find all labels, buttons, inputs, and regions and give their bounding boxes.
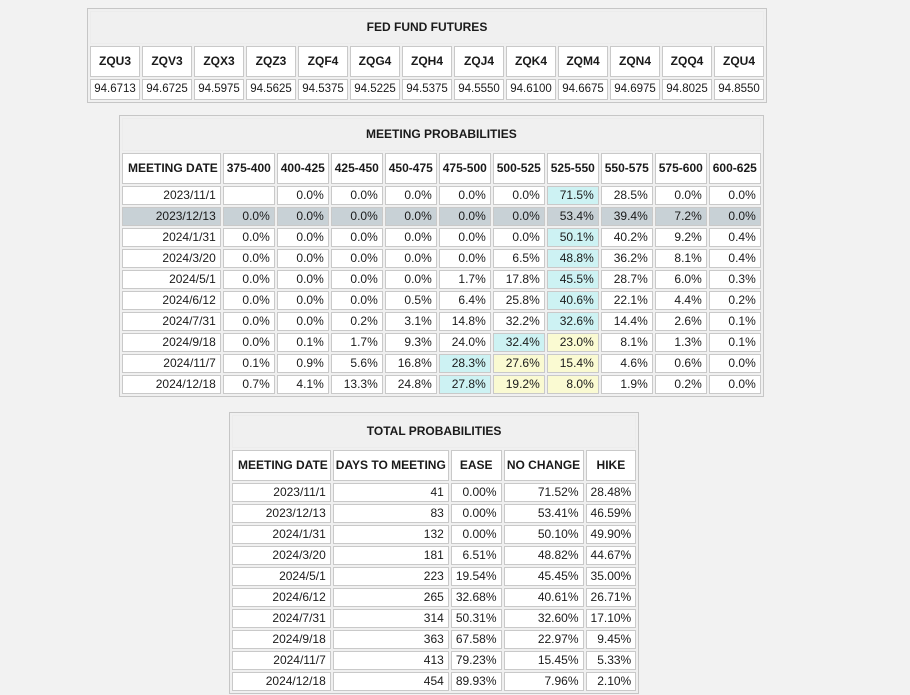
probability-cell: 0.0% — [385, 270, 437, 289]
probability-cell: 17.8% — [493, 270, 545, 289]
column-header-no-change: NO CHANGE — [504, 450, 584, 481]
no-change-cell: 15.45% — [504, 651, 584, 670]
probability-cell: 36.2% — [601, 249, 653, 268]
total-probabilities-title: TOTAL PROBABILITIES — [232, 415, 636, 448]
probability-cell: 14.4% — [601, 312, 653, 331]
column-header-hike: HIKE — [586, 450, 637, 481]
total-probability-row — [232, 651, 636, 670]
meeting-date-cell: 2024/6/12 — [122, 291, 221, 310]
ease-cell: 19.54% — [451, 567, 502, 586]
ease-cell: 6.51% — [451, 546, 502, 565]
probability-cell: 0.0% — [223, 291, 275, 310]
probability-cell: 0.4% — [709, 228, 761, 247]
probability-cell: 0.2% — [331, 312, 383, 331]
probability-cell: 0.1% — [709, 312, 761, 331]
meeting-date-cell: 2024/9/18 — [122, 333, 221, 352]
probability-cell: 50.1% — [547, 228, 599, 247]
contract-symbol: ZQG4 — [350, 46, 400, 77]
probability-cell: 0.1% — [277, 333, 329, 352]
probability-cell: 2.6% — [655, 312, 707, 331]
contract-price: 94.6725 — [142, 79, 192, 100]
column-header-ease: EASE — [451, 450, 502, 481]
probability-cell: 40.6% — [547, 291, 599, 310]
contract-symbol: ZQH4 — [402, 46, 452, 77]
column-header-rate-range: 575-600 — [655, 153, 707, 184]
probability-cell: 27.8% — [439, 375, 491, 394]
hike-cell: 46.59% — [586, 504, 637, 523]
contract-price: 94.5975 — [194, 79, 244, 100]
probability-cell: 1.7% — [331, 333, 383, 352]
meeting-date-cell: 2024/1/31 — [232, 525, 331, 544]
contract-symbol: ZQN4 — [610, 46, 660, 77]
probability-cell: 19.2% — [493, 375, 545, 394]
probability-cell: 6.5% — [493, 249, 545, 268]
probability-cell: 32.4% — [493, 333, 545, 352]
total-probability-row — [232, 546, 636, 565]
probability-cell: 27.6% — [493, 354, 545, 373]
contract-symbols-row — [90, 46, 764, 77]
probability-cell: 22.1% — [601, 291, 653, 310]
column-header-rate-range: 475-500 — [439, 153, 491, 184]
probability-cell: 1.9% — [601, 375, 653, 394]
days-to-meeting-cell: 314 — [333, 609, 449, 628]
probability-cell: 4.4% — [655, 291, 707, 310]
total-probabilities-title-row — [232, 415, 636, 448]
probability-cell: 0.6% — [655, 354, 707, 373]
probability-cell: 0.0% — [439, 228, 491, 247]
meeting-date-cell: 2024/3/20 — [232, 546, 331, 565]
meeting-date-cell: 2023/12/13 — [232, 504, 331, 523]
probability-cell: 0.2% — [709, 291, 761, 310]
meeting-probabilities-table — [119, 115, 764, 397]
probability-cell: 0.0% — [709, 354, 761, 373]
contract-price: 94.6713 — [90, 79, 140, 100]
meeting-date-cell: 2024/7/31 — [122, 312, 221, 331]
no-change-cell: 50.10% — [504, 525, 584, 544]
probability-cell: 0.3% — [709, 270, 761, 289]
meeting-date-cell: 2023/11/1 — [232, 483, 331, 502]
probability-cell: 0.0% — [655, 186, 707, 205]
days-to-meeting-cell: 265 — [333, 588, 449, 607]
probability-cell: 0.9% — [277, 354, 329, 373]
column-header-rate-range: 550-575 — [601, 153, 653, 184]
ease-cell: 79.23% — [451, 651, 502, 670]
probability-cell: 0.0% — [331, 207, 383, 226]
probability-cell: 14.8% — [439, 312, 491, 331]
probability-cell: 6.0% — [655, 270, 707, 289]
meeting-probabilities-title: MEETING PROBABILITIES — [122, 118, 761, 151]
hike-cell: 2.10% — [586, 672, 637, 691]
probability-cell: 71.5% — [547, 186, 599, 205]
no-change-cell: 53.41% — [504, 504, 584, 523]
hike-cell: 17.10% — [586, 609, 637, 628]
ease-cell: 0.00% — [451, 483, 502, 502]
contract-symbol: ZQZ3 — [246, 46, 296, 77]
probability-cell: 0.0% — [385, 228, 437, 247]
probability-cell: 24.8% — [385, 375, 437, 394]
column-header-rate-range: 525-550 — [547, 153, 599, 184]
probability-cell: 0.0% — [223, 333, 275, 352]
hike-cell: 49.90% — [586, 525, 637, 544]
no-change-cell: 48.82% — [504, 546, 584, 565]
meeting-date-cell: 2024/12/18 — [122, 375, 221, 394]
hike-cell: 44.67% — [586, 546, 637, 565]
probability-cell: 0.0% — [277, 228, 329, 247]
probability-cell: 16.8% — [385, 354, 437, 373]
probability-cell: 25.8% — [493, 291, 545, 310]
probability-cell: 0.0% — [223, 270, 275, 289]
probability-cell: 0.0% — [223, 207, 275, 226]
probability-cell: 0.0% — [277, 249, 329, 268]
hike-cell: 35.00% — [586, 567, 637, 586]
probability-cell: 8.0% — [547, 375, 599, 394]
probability-cell: 28.3% — [439, 354, 491, 373]
probability-cell: 40.2% — [601, 228, 653, 247]
probability-cell: 0.1% — [223, 354, 275, 373]
probability-cell — [223, 186, 275, 205]
meeting-probability-row[interactable] — [122, 186, 761, 205]
probability-cell: 0.0% — [385, 186, 437, 205]
days-to-meeting-cell: 181 — [333, 546, 449, 565]
contract-symbol: ZQV3 — [142, 46, 192, 77]
probability-cell: 0.0% — [331, 270, 383, 289]
meeting-probability-row[interactable] — [122, 228, 761, 247]
meeting-probability-row[interactable] — [122, 249, 761, 268]
probability-cell: 8.1% — [655, 249, 707, 268]
total-probability-row — [232, 672, 636, 691]
ease-cell: 32.68% — [451, 588, 502, 607]
no-change-cell: 32.60% — [504, 609, 584, 628]
probability-cell: 0.0% — [439, 207, 491, 226]
probability-cell: 0.0% — [277, 270, 329, 289]
probability-cell: 13.3% — [331, 375, 383, 394]
contract-price: 94.8550 — [714, 79, 764, 100]
probability-cell: 45.5% — [547, 270, 599, 289]
probability-cell: 3.1% — [385, 312, 437, 331]
meeting-date-cell: 2024/9/18 — [232, 630, 331, 649]
contract-price: 94.5375 — [402, 79, 452, 100]
total-probability-row — [232, 630, 636, 649]
probability-cell: 0.0% — [331, 186, 383, 205]
days-to-meeting-cell: 223 — [333, 567, 449, 586]
probability-cell: 0.0% — [223, 312, 275, 331]
column-header-meeting-date: MEETING DATE — [122, 153, 221, 184]
fed-fund-futures-title: FED FUND FUTURES — [90, 11, 764, 44]
probability-cell: 28.7% — [601, 270, 653, 289]
meeting-date-cell: 2024/12/18 — [232, 672, 331, 691]
probability-cell: 9.2% — [655, 228, 707, 247]
probability-cell: 4.6% — [601, 354, 653, 373]
total-probability-row — [232, 504, 636, 523]
meeting-date-cell: 2024/5/1 — [232, 567, 331, 586]
total-probabilities-table — [229, 412, 639, 694]
contract-price: 94.5375 — [298, 79, 348, 100]
contract-price: 94.5550 — [454, 79, 504, 100]
meeting-probability-row[interactable] — [122, 312, 761, 331]
probability-cell: 0.0% — [709, 375, 761, 394]
days-to-meeting-cell: 454 — [333, 672, 449, 691]
probability-cell: 9.3% — [385, 333, 437, 352]
probability-cell: 5.6% — [331, 354, 383, 373]
total-probability-row — [232, 609, 636, 628]
fed-fund-futures-title-row — [90, 11, 764, 44]
probability-cell: 24.0% — [439, 333, 491, 352]
no-change-cell: 71.52% — [504, 483, 584, 502]
meeting-probabilities-title-row — [122, 118, 761, 151]
contract-price: 94.6975 — [610, 79, 660, 100]
column-header-meeting-date: MEETING DATE — [232, 450, 331, 481]
contract-symbol: ZQM4 — [558, 46, 608, 77]
column-header-rate-range: 450-475 — [385, 153, 437, 184]
column-header-rate-range: 600-625 — [709, 153, 761, 184]
fed-fund-futures-table — [87, 8, 767, 103]
meeting-probabilities-header-row — [122, 153, 761, 184]
meeting-date-cell: 2024/7/31 — [232, 609, 331, 628]
probability-cell: 1.3% — [655, 333, 707, 352]
probability-cell: 0.0% — [493, 186, 545, 205]
ease-cell: 89.93% — [451, 672, 502, 691]
meeting-date-cell: 2024/11/7 — [122, 354, 221, 373]
probability-cell: 6.4% — [439, 291, 491, 310]
probability-cell: 0.0% — [385, 249, 437, 268]
column-header-days-to-meeting: DAYS TO MEETING — [333, 450, 449, 481]
ease-cell: 50.31% — [451, 609, 502, 628]
probability-cell: 0.7% — [223, 375, 275, 394]
meeting-probability-row[interactable] — [122, 291, 761, 310]
probability-cell: 0.0% — [331, 291, 383, 310]
hike-cell: 26.71% — [586, 588, 637, 607]
days-to-meeting-cell: 83 — [333, 504, 449, 523]
contract-symbol: ZQU4 — [714, 46, 764, 77]
probability-cell: 1.7% — [439, 270, 491, 289]
contract-symbol: ZQX3 — [194, 46, 244, 77]
meeting-probability-row[interactable] — [122, 375, 761, 394]
contract-price: 94.5625 — [246, 79, 296, 100]
days-to-meeting-cell: 413 — [333, 651, 449, 670]
column-header-rate-range: 425-450 — [331, 153, 383, 184]
total-probabilities-header-row — [232, 450, 636, 481]
contract-price: 94.8025 — [662, 79, 712, 100]
probability-cell: 32.6% — [547, 312, 599, 331]
contract-price: 94.6100 — [506, 79, 556, 100]
hike-cell: 28.48% — [586, 483, 637, 502]
no-change-cell: 7.96% — [504, 672, 584, 691]
meeting-date-cell: 2024/6/12 — [232, 588, 331, 607]
probability-cell: 0.0% — [223, 249, 275, 268]
probability-cell: 0.0% — [385, 207, 437, 226]
meeting-probability-row[interactable] — [122, 354, 761, 373]
meeting-date-cell: 2024/1/31 — [122, 228, 221, 247]
probability-cell: 0.0% — [277, 291, 329, 310]
probability-cell: 0.0% — [277, 186, 329, 205]
meeting-date-cell: 2023/12/13 — [122, 207, 221, 226]
no-change-cell: 45.45% — [504, 567, 584, 586]
no-change-cell: 22.97% — [504, 630, 584, 649]
probability-cell: 0.0% — [439, 186, 491, 205]
ease-cell: 67.58% — [451, 630, 502, 649]
contract-prices-row — [90, 79, 764, 100]
column-header-rate-range: 400-425 — [277, 153, 329, 184]
probability-cell: 0.0% — [331, 228, 383, 247]
probability-cell: 0.0% — [439, 249, 491, 268]
hike-cell: 9.45% — [586, 630, 637, 649]
probability-cell: 0.0% — [709, 207, 761, 226]
contract-symbol: ZQU3 — [90, 46, 140, 77]
probability-cell: 39.4% — [601, 207, 653, 226]
ease-cell: 0.00% — [451, 504, 502, 523]
probability-cell: 53.4% — [547, 207, 599, 226]
ease-cell: 0.00% — [451, 525, 502, 544]
days-to-meeting-cell: 41 — [333, 483, 449, 502]
probability-cell: 0.0% — [709, 186, 761, 205]
probability-cell: 0.0% — [277, 207, 329, 226]
meeting-probability-row[interactable] — [122, 270, 761, 289]
meeting-date-cell: 2024/5/1 — [122, 270, 221, 289]
days-to-meeting-cell: 132 — [333, 525, 449, 544]
probability-cell: 48.8% — [547, 249, 599, 268]
probability-cell: 0.0% — [277, 312, 329, 331]
meeting-date-cell: 2024/11/7 — [232, 651, 331, 670]
no-change-cell: 40.61% — [504, 588, 584, 607]
probability-cell: 0.4% — [709, 249, 761, 268]
probability-cell: 7.2% — [655, 207, 707, 226]
probability-cell: 0.5% — [385, 291, 437, 310]
contract-symbol: ZQK4 — [506, 46, 556, 77]
total-probability-row — [232, 588, 636, 607]
probability-cell: 0.2% — [655, 375, 707, 394]
probability-cell: 4.1% — [277, 375, 329, 394]
meeting-probability-row[interactable] — [122, 333, 761, 352]
contract-price: 94.5225 — [350, 79, 400, 100]
probability-cell: 23.0% — [547, 333, 599, 352]
probability-cell: 8.1% — [601, 333, 653, 352]
column-header-rate-range: 375-400 — [223, 153, 275, 184]
column-header-rate-range: 500-525 — [493, 153, 545, 184]
probability-cell: 15.4% — [547, 354, 599, 373]
probability-cell: 0.0% — [331, 249, 383, 268]
days-to-meeting-cell: 363 — [333, 630, 449, 649]
probability-cell: 0.1% — [709, 333, 761, 352]
meeting-probability-row[interactable] — [122, 207, 761, 226]
contract-price: 94.6675 — [558, 79, 608, 100]
probability-cell: 0.0% — [223, 228, 275, 247]
meeting-date-cell: 2024/3/20 — [122, 249, 221, 268]
probability-cell: 0.0% — [493, 207, 545, 226]
probability-cell: 28.5% — [601, 186, 653, 205]
meeting-date-cell: 2023/11/1 — [122, 186, 221, 205]
probability-cell: 0.0% — [493, 228, 545, 247]
contract-symbol: ZQQ4 — [662, 46, 712, 77]
contract-symbol: ZQJ4 — [454, 46, 504, 77]
total-probability-row — [232, 567, 636, 586]
total-probability-row — [232, 483, 636, 502]
hike-cell: 5.33% — [586, 651, 637, 670]
probability-cell: 32.2% — [493, 312, 545, 331]
contract-symbol: ZQF4 — [298, 46, 348, 77]
total-probability-row — [232, 525, 636, 544]
